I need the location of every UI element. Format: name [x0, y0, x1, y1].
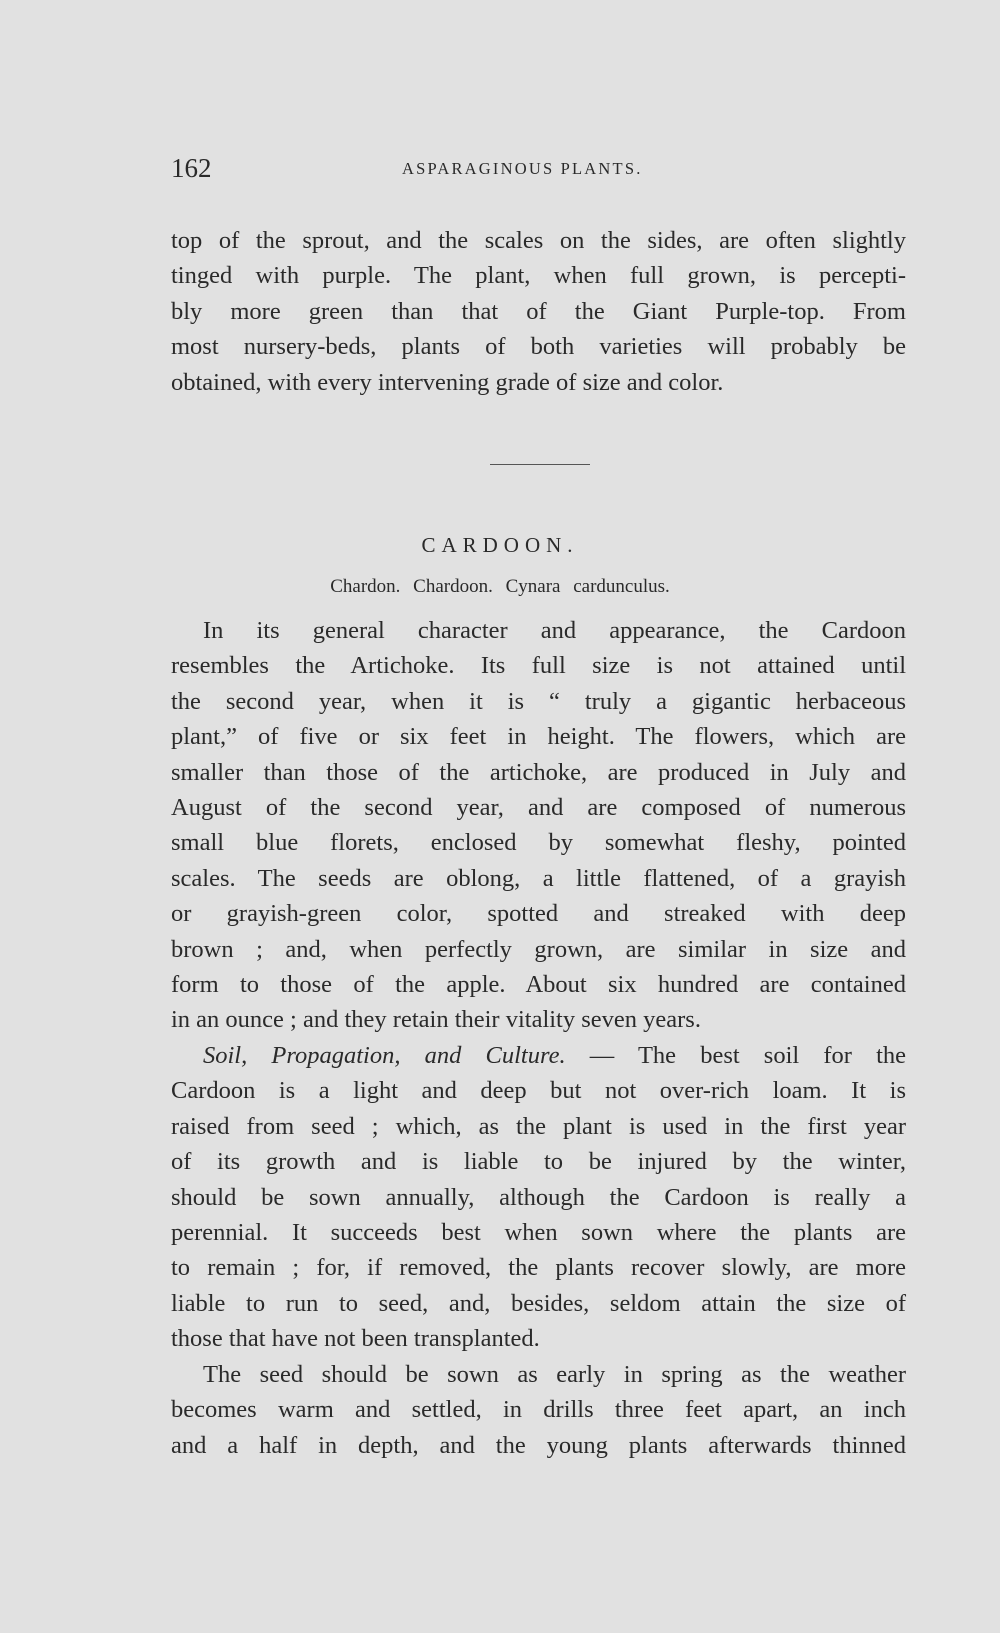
- text-line: Cardoon is a light and deep but not over-rich loam. It is: [171, 1077, 906, 1105]
- sowing-paragraph: [171, 1357, 906, 1463]
- text-line: resembles the Artichoke. Its full size is not attained until: [171, 652, 906, 680]
- text-line: form to those of the apple. About six hundred are contained: [171, 970, 906, 998]
- text-line: August of the second year, and are composed of numerous: [171, 793, 906, 821]
- text-line: brown ; and, when perfectly grown, are similar in size and: [171, 935, 906, 963]
- text-line: perennial. It succeeds best when sown where the plants are: [171, 1218, 906, 1246]
- text-fragment: — The best soil for the: [589, 1042, 906, 1069]
- description-paragraph: [171, 613, 906, 1038]
- text-line: scales. The seeds are oblong, a little flattened, of a grayish: [171, 864, 906, 892]
- text-line: most nursery-beds, plants of both varieties will probably be: [171, 333, 906, 361]
- text-line: bly more green than that of the Giant Purple-top. From: [171, 297, 906, 325]
- text-line: smaller than those of the artichoke, are produced in July and: [171, 758, 906, 786]
- text-line: small blue florets, enclosed by somewhat fleshy, pointed: [171, 829, 906, 857]
- text-line: should be sown annually, although the Cardoon is really a: [171, 1183, 906, 1211]
- text-line: liable to run to seed, and, besides, seldom attain the size of: [171, 1289, 906, 1317]
- text-line: raised from seed ; which, as the plant is used in the first year: [171, 1112, 906, 1140]
- text-line: The seed should be sown as early in spring as the weather: [203, 1361, 906, 1388]
- text-line: and a half in depth, and the young plants afterwards thinned: [171, 1431, 906, 1459]
- text-line: tinged with purple. The plant, when full grown, is percepti-: [171, 262, 906, 290]
- text-line: those that have not been transplanted.: [171, 1325, 540, 1353]
- culture-paragraph: [171, 1038, 906, 1357]
- subsection-heading: Soil, Propagation, and Culture.: [203, 1042, 566, 1069]
- text-line: [171, 1038, 906, 1073]
- running-header: [171, 150, 906, 186]
- text-line: obtained, with every intervening grade of size and color.: [171, 368, 724, 396]
- text-line: or grayish-green color, spotted and streaked with deep: [171, 900, 906, 928]
- text-line: of its growth and is liable to be injured by the winter,: [171, 1148, 906, 1176]
- text-line: plant,” of five or six feet in height. The flowers, which are: [171, 723, 906, 751]
- text-line: to remain ; for, if removed, the plants recover slowly, are more: [171, 1254, 906, 1282]
- section-divider: [490, 464, 590, 465]
- section-synonyms: Chardon. Chardoon. Cynara cardunculus.: [330, 576, 670, 597]
- section-title: CARDOON.: [421, 533, 579, 557]
- text-line: top of the sprout, and the scales on the sides, are often slightly: [171, 227, 906, 254]
- text-line: the second year, when it is “ truly a gigantic herbaceous: [171, 687, 906, 715]
- text-line: becomes warm and settled, in drills three feet apart, an inch: [171, 1396, 906, 1424]
- intro-paragraph: [171, 223, 906, 400]
- text-line: in an ounce ; and they retain their vitality seven years.: [171, 1006, 701, 1034]
- text-line: In its general character and appearance, the Cardoon: [203, 617, 906, 644]
- running-title: ASPARAGINOUS PLANTS.: [402, 159, 643, 178]
- page-number: 162: [171, 153, 212, 183]
